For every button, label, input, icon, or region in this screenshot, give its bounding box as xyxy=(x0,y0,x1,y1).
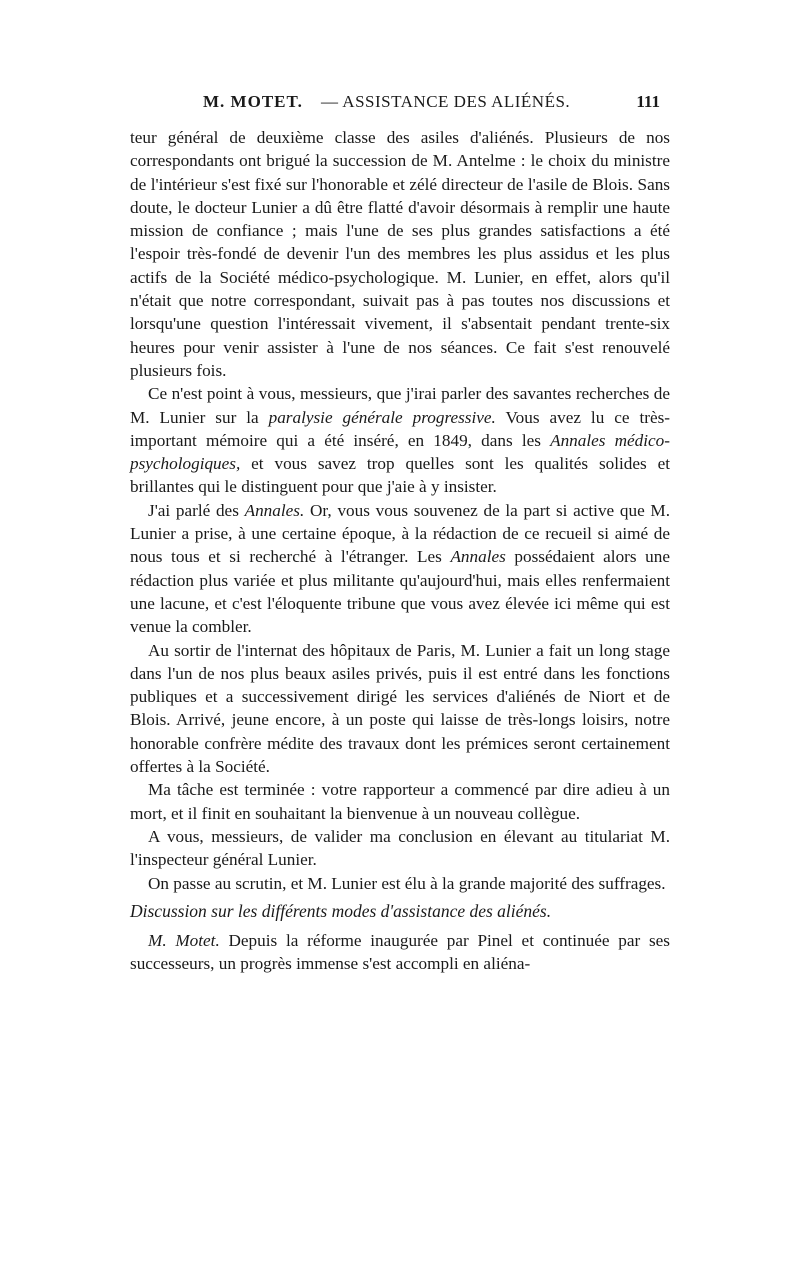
italic-title-annales: Annales médico-psychologiques, xyxy=(130,430,670,474)
text-run: Vous avez lu ce très-important mémoire qui a été inséré, en 1849, dans les xyxy=(130,407,670,450)
text-run: Ce n'est point à vous, messieurs, que j'irai parler des savantes recherches de M. Lunier sur la xyxy=(130,384,670,427)
italic-term-paralysie: paralysie générale progressive. xyxy=(268,407,496,427)
text-run: J'ai parlé des xyxy=(148,500,245,520)
paragraph-career: Au sortir de l'internat des hôpitaux de Paris, M. Lunier a fait un long stage dans l'un de nos plus beaux asiles privés, puis il est entré dans les fonctions publiques et a successivement dirigé les services d'aliénés de Niort et de Blois. Arrivé, jeune encore, à un poste qui laisse de très-longs loisirs, notre honorable confrère médite des travaux dont les prémices seront certainement offertes à la Société. xyxy=(130,640,670,777)
paragraph-vote-request: A vous, messieurs, de valider ma conclusion en élevant au titulariat M. l'inspecteur général Lunier. xyxy=(130,826,670,870)
text-run: Depuis la réforme inaugurée par Pinel et continuée par ses successeurs, un progrès immense s'est accompli en aliéna- xyxy=(130,931,670,974)
running-head-author: M. MOTET. xyxy=(203,92,303,111)
paragraph-motet-discussion xyxy=(130,929,670,976)
speaker-name: M. Motet. xyxy=(148,931,220,951)
italic-annales: Annales xyxy=(450,547,506,567)
italic-annales: Annales. xyxy=(244,500,305,520)
paragraph-lunier-research xyxy=(130,382,670,498)
running-head-title: — ASSISTANCE DES ALIÉNÉS. xyxy=(321,92,571,111)
page-number: 111 xyxy=(636,92,660,111)
section-heading: Discussion sur les différents modes d'assistance des aliénés. xyxy=(130,900,552,921)
text-run: Or, vous vous souvenez de la part si active que M. Lunier a prise, à une certaine époque, à la rédaction de ce recueil si aimé de nous tous et si recherché à l'étranger. Les xyxy=(130,500,670,567)
text-run: et vous savez trop quelles sont les qualités solides et brillantes qui le distinguent pour que j'aie à y insister. xyxy=(130,454,670,497)
text-run: possédaient alors une rédaction plus variée et plus militante qu'aujourd'hui, mais elles renfermaient une lacune, et c'est l'éloquente tribune que vous avez élevée ici même qui est venue la combler. xyxy=(130,547,670,637)
paragraph-annales xyxy=(130,499,670,639)
paragraph-vote-result: On passe au scrutin, et M. Lunier est élu à la grande majorité des suffrages. xyxy=(148,873,666,893)
running-head xyxy=(203,92,660,116)
paragraph-conclusion: Ma tâche est terminée : votre rapporteur a commencé par dire adieu à un mort, et il finit en souhaitant la bienvenue à un nouveau collègue. xyxy=(130,780,670,823)
body-text xyxy=(130,126,670,976)
paragraph-lunier-appointment: teur général de deuxième classe des asiles d'aliénés. Plusieurs de nos correspondants ont brigué la succession de M. Antelme : le choix du ministre de l'intérieur s'est fixé sur l'honorable et zélé directeur de l'asile de Blois. Sans doute, le docteur Lunier a dû être flatté d'avoir désormais à remplir une haute mission de confiance ; mais l'une de ses plus grandes satisfactions a été l'espoir très-fondé de devenir l'un des membres les plus assidus et les plus actifs de la Société médico-psychologique. M. Lunier, en effet, alors qu'il n'était que notre correspondant, suivait pas à pas toutes nos discussions et lorsqu'une question l'intéressait vivement, il s'absentait pendant trente-six heures pour venir assister à l'une de nos séances. Ce fait s'est renouvelé plusieurs fois. xyxy=(130,128,670,380)
